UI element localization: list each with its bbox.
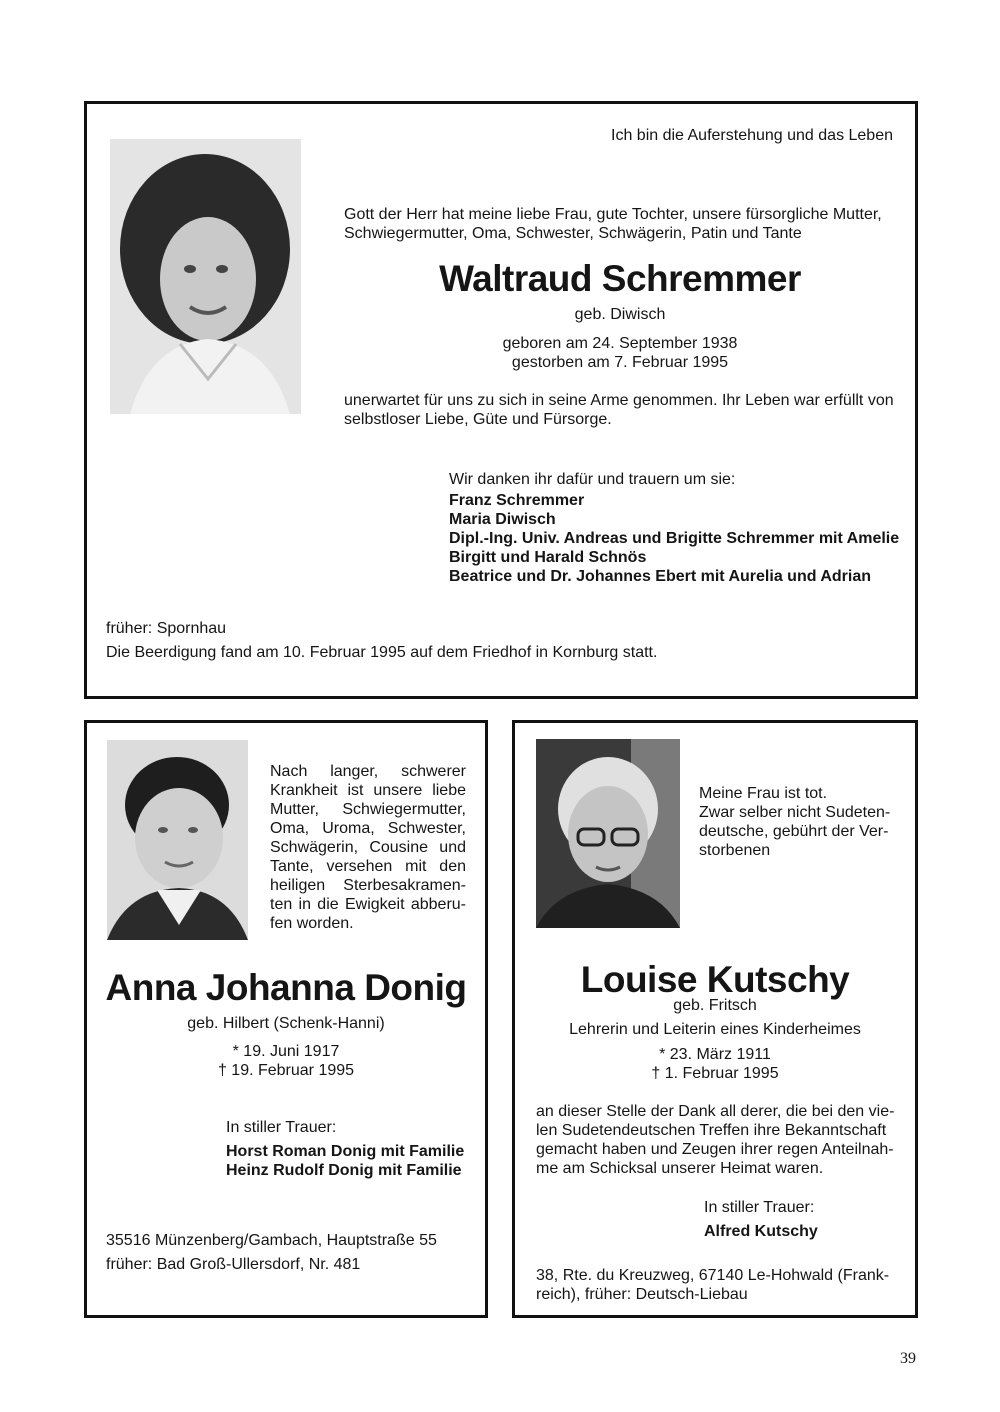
address <box>536 1266 901 1304</box>
deceased-name: Anna Johanna Donig <box>105 967 467 1008</box>
maiden-name: geb. Diwisch <box>574 306 666 323</box>
birth-death-dates <box>344 334 896 372</box>
obituary-waltraud-schremmer <box>84 101 918 699</box>
occupation: Lehrerin und Leiterin eines Kinderheimes <box>569 1021 861 1038</box>
announcement-text <box>270 762 466 933</box>
page-number: 39 <box>900 1350 916 1367</box>
mourner: Heinz Rudolf Donig mit Familie <box>226 1162 462 1179</box>
portrait-photo <box>110 139 301 414</box>
intro-text <box>344 205 896 243</box>
mourner: Horst Roman Donig mit Familie <box>226 1143 465 1160</box>
portrait-photo <box>536 739 680 928</box>
thanks-text: Wir danken ihr dafür und trauern um sie: <box>449 471 736 488</box>
text-line: Mutter, Schwiegermutter, <box>270 801 466 818</box>
former-residence: früher: Spornhau <box>106 620 227 637</box>
text-line: Zwar selber nicht Sudeten- <box>699 804 891 821</box>
text-line: Oma, Uroma, Schwester, <box>270 820 466 837</box>
birth-death-dates <box>87 1042 485 1080</box>
death-date: † 1. Februar 1995 <box>651 1065 779 1082</box>
birth-date: geboren am 24. September 1938 <box>502 335 738 352</box>
birth-date: * 23. März 1911 <box>659 1046 771 1063</box>
intro-line-1: Gott der Herr hat meine liebe Frau, gute Tochter, unsere fürsorgliche Mutter, <box>344 206 882 223</box>
maiden-name: geb. Fritsch <box>673 997 757 1014</box>
text-line: Krankheit ist unsere liebe <box>270 782 466 799</box>
epigraph: Ich bin die Auferstehung und das Leben <box>611 127 893 144</box>
text-line: storbenen <box>699 842 771 859</box>
mourner: Franz Schremmer <box>449 492 585 509</box>
text-line: Meine Frau ist tot. <box>699 785 828 802</box>
mourner: Beatrice und Dr. Johannes Ebert mit Aurelia und Adrian <box>449 568 872 585</box>
main-text-line-2: selbstloser Liebe, Güte und Fürsorge. <box>344 411 612 428</box>
death-date: † 19. Februar 1995 <box>217 1062 355 1079</box>
mourners-list <box>226 1142 464 1180</box>
text-line: an dieser Stelle der Dank all derer, die bei den vie- <box>536 1103 895 1120</box>
birth-death-dates <box>515 1045 915 1083</box>
deceased-name: Waltraud Schremmer <box>439 258 801 299</box>
main-text <box>344 391 896 429</box>
text-line: Nach langer, schwerer <box>270 763 466 780</box>
text-line: gemacht haben und Zeugen ihrer regen Anteilnah- <box>536 1141 894 1158</box>
address-line-1: 38, Rte. du Kreuzweg, 67140 Le-Hohwald (Frank- <box>536 1267 890 1284</box>
mourners-list <box>449 491 899 586</box>
address-line-2: reich), früher: Deutsch-Liebau <box>536 1286 748 1303</box>
deceased-name: Louise Kutschy <box>580 959 850 1000</box>
text-line: me am Schicksal unserer Heimat waren. <box>536 1160 824 1177</box>
text-line: Tante, versehen mit den <box>270 858 466 875</box>
burial-info: Die Beerdigung fand am 10. Februar 1995 auf dem Friedhof in Kornburg statt. <box>106 644 658 661</box>
text-line: len Sudetendeutschen Treffen ihre Bekanntschaft <box>536 1122 887 1139</box>
mourner: Dipl.-Ing. Univ. Andreas und Brigitte Schremmer mit Amelie <box>449 530 900 547</box>
text-line: deutsche, gebührt der Ver- <box>699 823 889 840</box>
main-text-line-1: unerwartet für uns zu sich in seine Arme genommen. Ihr Leben war erfüllt von <box>344 392 894 409</box>
portrait-photo <box>107 740 248 940</box>
text-line: Schwägerin, Cousine und <box>270 839 466 856</box>
obituary-louise-kutschy <box>512 720 918 1318</box>
former-residence: früher: Bad Groß-Ullersdorf, Nr. 481 <box>106 1256 361 1273</box>
obituary-anna-johanna-donig <box>84 720 488 1318</box>
address: 35516 Münzenberg/Gambach, Hauptstraße 55 <box>106 1232 437 1249</box>
death-date: gestorben am 7. Februar 1995 <box>511 354 729 371</box>
thanks-text <box>536 1102 901 1178</box>
birth-date: * 19. Juni 1917 <box>232 1043 340 1060</box>
mourning-label: In stiller Trauer: <box>226 1119 337 1136</box>
mourner: Birgitt und Harald Schnös <box>449 549 647 566</box>
intro-line-2: Schwiegermutter, Oma, Schwester, Schwägerin, Patin und Tante <box>344 225 802 242</box>
text-line: heiligen Sterbesakramen- <box>270 877 466 894</box>
maiden-name: geb. Hilbert (Schenk-Hanni) <box>187 1015 385 1032</box>
mourner: Maria Diwisch <box>449 511 556 528</box>
announcement-text <box>699 784 899 860</box>
mourner: Alfred Kutschy <box>704 1223 818 1240</box>
text-line: fen worden. <box>270 915 354 932</box>
mourning-label: In stiller Trauer: <box>704 1199 815 1216</box>
text-line: ten in die Ewigkeit abberu- <box>270 896 466 913</box>
